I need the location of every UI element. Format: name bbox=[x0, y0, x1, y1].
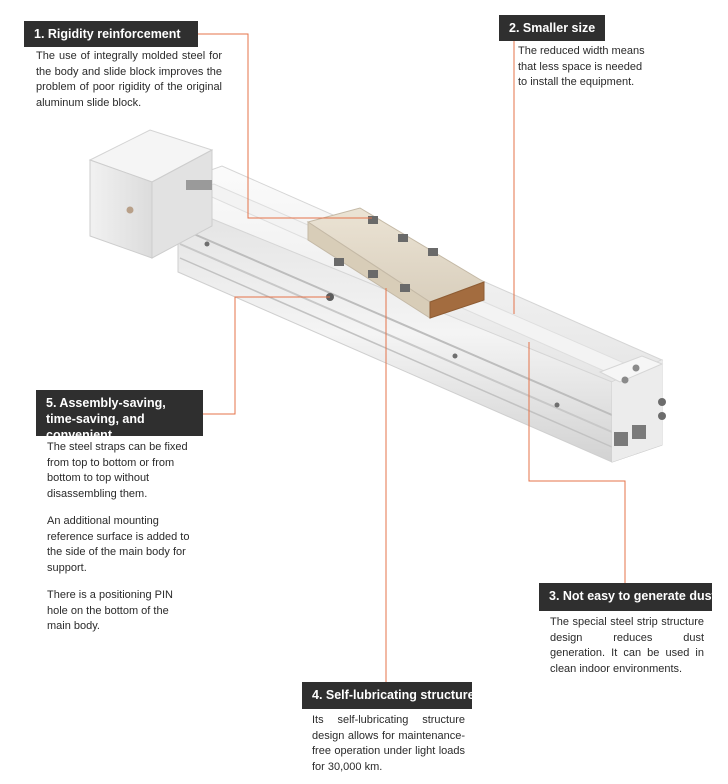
end-cap-screw bbox=[622, 377, 629, 384]
assembly-paragraph: An additional mounting reference surface is added to the side of the main body for support. bbox=[47, 515, 190, 574]
callout-text-lubricating: Its self-lubricating structure design allows for maintenance-free operation under light loads for 30,000 km. bbox=[312, 714, 465, 773]
motor-screw bbox=[127, 207, 134, 214]
end-cap-slot bbox=[632, 425, 646, 439]
callout-title-rigidity: 1. Rigidity reinforcement bbox=[24, 21, 198, 47]
side-pin-hole bbox=[326, 293, 334, 301]
callout-title-dust: 3. Not easy to generate dust bbox=[539, 583, 712, 611]
end-cap-hole bbox=[658, 412, 666, 420]
assembly-paragraph: There is a positioning PIN hole on the bottom of the main body. bbox=[47, 589, 173, 632]
end-cap-screw bbox=[633, 365, 640, 372]
end-cap-slot bbox=[614, 432, 628, 446]
callout-text-rigidity: The use of integrally molded steel for the body and slide block improves the problem of poor rigidity of the original aluminum slide block. bbox=[36, 50, 222, 109]
callout-title-assembly: 5. Assembly-saving, time-saving, and convenient bbox=[36, 390, 203, 436]
callout-text-smaller: The reduced width means that less space is needed to install the equipment. bbox=[518, 45, 645, 88]
callout-text-assembly bbox=[47, 440, 195, 647]
callout-text-dust: The special steel strip structure design reduces dust generation. It can be used in clean indoor environments. bbox=[550, 616, 704, 675]
end-cap-hole bbox=[658, 398, 666, 406]
assembly-paragraph: The steel straps can be fixed from top to bottom or from bottom to top without disassembling them. bbox=[47, 441, 188, 500]
motor-end-screws bbox=[186, 180, 212, 190]
callout-title-smaller: 2. Smaller size bbox=[499, 15, 605, 41]
callout-title-lubricating: 4. Self-lubricating structure bbox=[302, 682, 472, 709]
